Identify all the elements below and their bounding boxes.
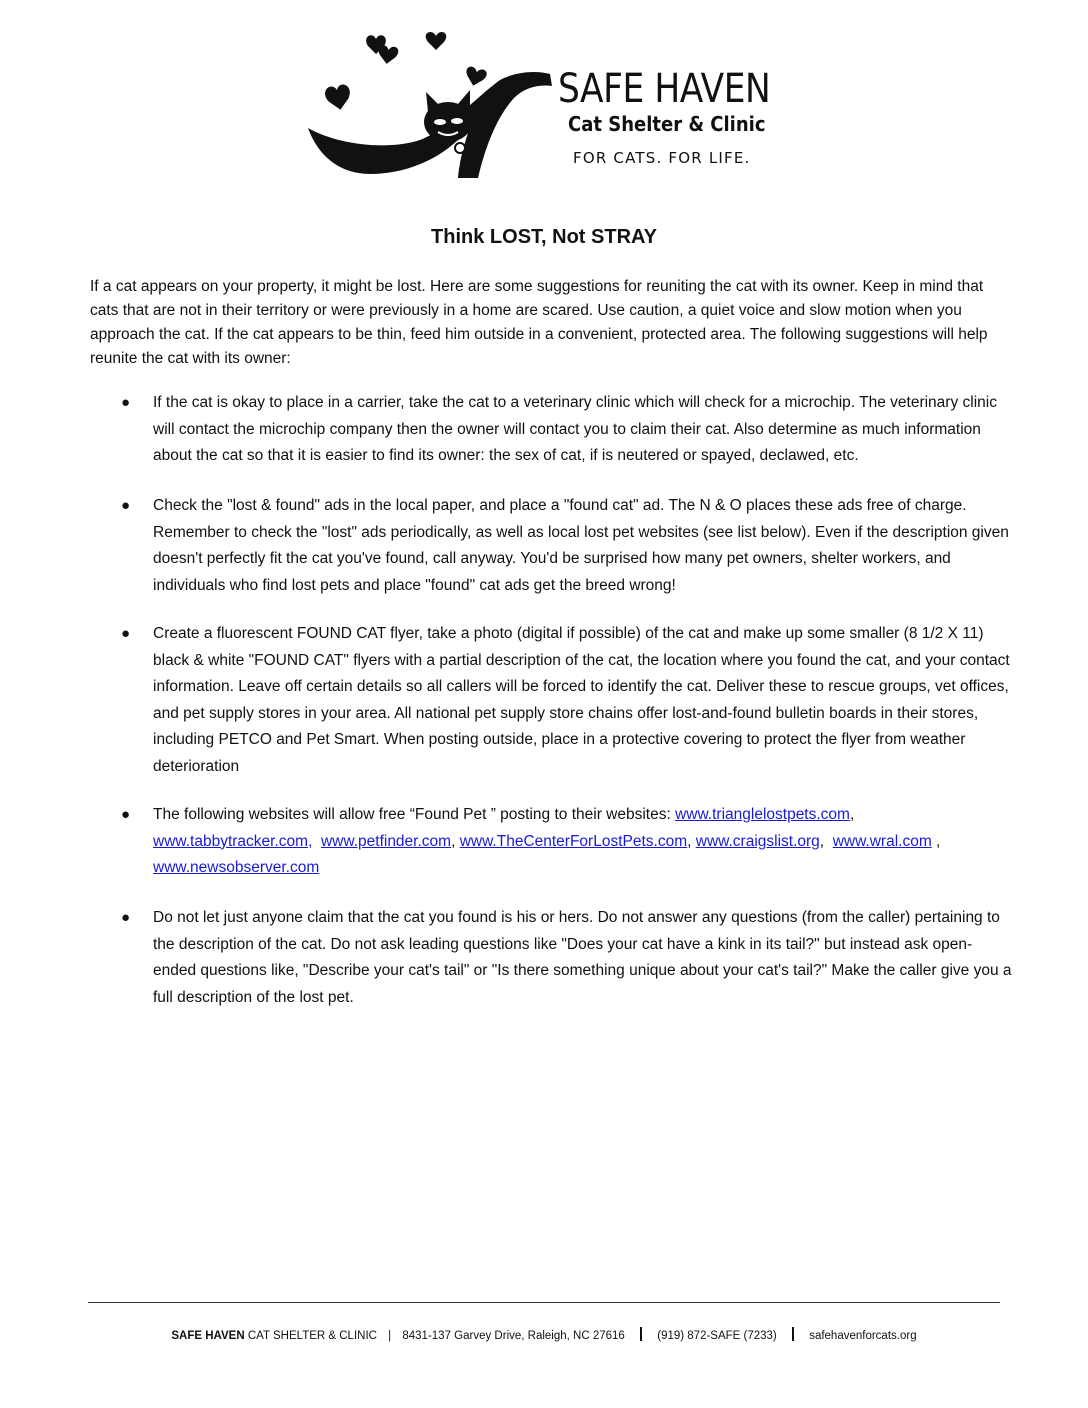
footer-website: safehavenforcats.org — [809, 1330, 917, 1342]
footer-phone: (919) 872-SAFE (7233) — [657, 1330, 777, 1342]
brand-subtitle: Cat Shelter & Clinic — [568, 112, 766, 136]
brand-name: SAFE HAVEN — [558, 66, 771, 112]
heart-icon — [324, 83, 353, 111]
bullet-icon: ● — [121, 909, 131, 926]
footer — [0, 1327, 1088, 1342]
link-centerforlostpets[interactable]: www.TheCenterForLostPets.com — [459, 832, 688, 850]
list-item — [110, 621, 1013, 780]
link-tabbytracker[interactable]: www.tabbytracker.com, — [153, 832, 313, 850]
footer-separator — [640, 1327, 642, 1341]
bullet-icon: ● — [121, 625, 131, 642]
page-title: Think LOST, Not STRAY — [431, 226, 657, 248]
heart-icon — [377, 45, 399, 66]
websites-intro-text: The following websites will allow free “Found Pet ” posting to their websites: — [153, 806, 676, 823]
list-item — [110, 493, 1013, 599]
intro-paragraph: If a cat appears on your property, it might be lost. Here are some suggestions for reuniting the cat with its owner. Keep in mind that cats that are not in their territory or were previously in a home are scared. Use caution, a quiet voice and slow motion when you approach the cat. If the cat appears to be thin, feed him outside in a convenient, protected area. The following suggestions will help reunite the cat with its owner: — [90, 278, 988, 367]
footer-org-name: SAFE HAVEN — [171, 1330, 245, 1342]
footer-org-rest: CAT SHELTER & CLINIC — [247, 1330, 377, 1342]
link-newsobserver[interactable]: www.newsobserver.com — [153, 859, 320, 876]
link-trianglelostpets[interactable]: www.trianglelostpets.com — [675, 806, 850, 823]
bullet-icon: ● — [121, 806, 131, 823]
brand-tagline: FOR CATS. FOR LIFE. — [573, 149, 751, 167]
list-item — [110, 802, 1013, 882]
link-petfinder[interactable]: www.petfinder.com — [320, 832, 452, 850]
link-wral[interactable]: www.wral.com — [832, 832, 932, 850]
cat-logo-icon — [300, 28, 560, 188]
footer-divider — [88, 1302, 1000, 1303]
footer-address: 8431-137 Garvey Drive, Raleigh, NC 27616 — [402, 1330, 625, 1342]
bullet-icon: ● — [121, 394, 131, 411]
list-item-text: Create a fluorescent FOUND CAT flyer, take a photo (digital if possible) of the cat and make up some smaller (8 1/2 X 11) black & white "FOUND CAT" flyers with a partial description of the cat, the location where you found the cat, and your contact information. Leave off certain details so all callers will be forced to identify the cat. Deliver these to rescue groups, vet offices, and pet supply stores in your area. All national pet supply store chains offer lost-and-found bulletin boards in their stores, including PETCO and Pet Smart. When posting outside, place in a protective covering to protect the flyer from weather deterioration — [153, 625, 1010, 775]
list-item-text: The following websites will allow free “Found Pet ” posting to their websites: www.trianglelostpets.com, www.tabbytracker.com, www.petfinder.com, www.TheCenterForLostPets.com, www.craigslist.org, www.wral.com , www.newsobserver.com — [153, 806, 941, 876]
footer-separator: | — [388, 1330, 392, 1342]
footer-separator — [792, 1327, 794, 1341]
list-item — [110, 390, 1013, 470]
heart-icon — [463, 66, 488, 89]
list-item-text: Check the "lost & found" ads in the local paper, and place a "found cat" ad. The N & O places these ads free of charge. Remember to check the "lost" ads periodically, as well as local lost pet websites (see list below). Even if the description given doesn't perfectly fit the cat you've found, call anyway. You'd be surprised how many pet owners, shelter workers, and individuals who find lost pets and place "found" cat ads get the breed wrong! — [153, 497, 1009, 594]
list-item-text: Do not let just anyone claim that the cat you found is his or hers. Do not answer any questions (from the caller) pertaining to the description of the cat. Do not ask leading questions like "Does your cat have a kink in its tail?" but instead ask open-ended questions like, "Describe your cat's tail" or "Is there something unique about your cat's tail?" Make the caller give you a full description of the lost pet. — [153, 909, 1012, 1006]
list-item-text: If the cat is okay to place in a carrier, take the cat to a veterinary clinic which will check for a microchip. The veterinary clinic will contact the microchip company then the owner will contact you to claim their cat. Also determine as much information about the cat so that it is easier to find its owner: the sex of cat, if is neutered or spayed, declawed, etc. — [153, 394, 997, 464]
heart-icon — [426, 32, 447, 50]
list-item — [110, 905, 1013, 1011]
link-craigslist[interactable]: www.craigslist.org — [695, 832, 820, 850]
safe-haven-logo — [300, 28, 800, 188]
bullet-icon: ● — [121, 497, 131, 514]
